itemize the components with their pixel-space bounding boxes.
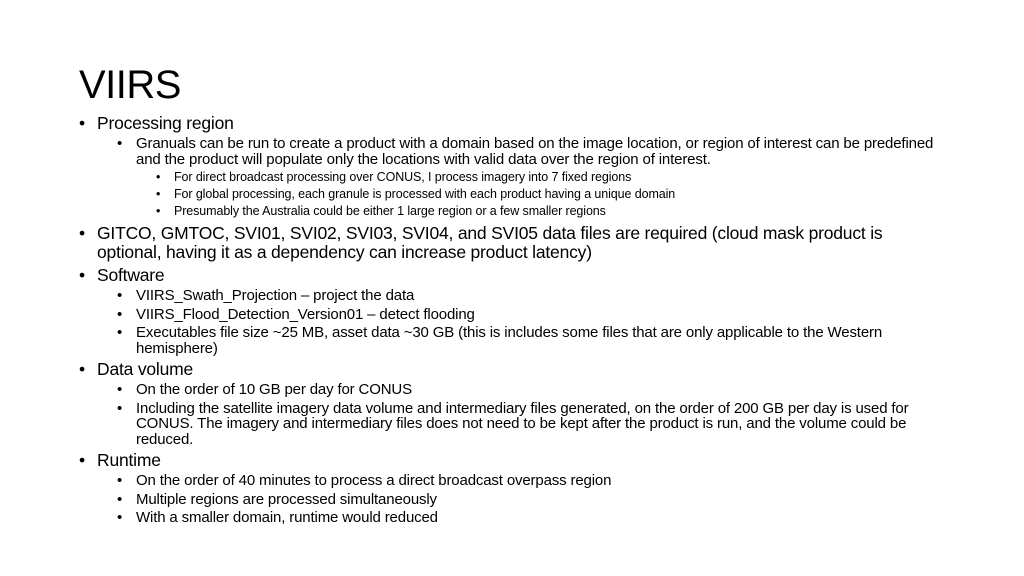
sub-sub-bullet-australia bbox=[79, 204, 949, 218]
bullet-text: Granuals can be run to create a product with a domain based on the image location, or region of interest can be predefined and the product will populate only the locations with valid data over the region of interest. bbox=[136, 135, 934, 168]
sub-sub-bullet-global bbox=[79, 187, 949, 201]
bullet-dot: • bbox=[79, 223, 85, 243]
sub-bullet-multiple-regions bbox=[79, 492, 949, 508]
bullet-dot: • bbox=[117, 472, 123, 489]
bullet-data-files bbox=[79, 224, 949, 262]
bullet-text: Presumably the Australia could be either 1 large region or a few smaller regions bbox=[174, 204, 606, 218]
bullet-text: VIIRS_Flood_Detection_Version01 – detect flooding bbox=[136, 305, 475, 323]
bullet-text: Including the satellite imagery data volume and intermediary files generated, on the order of 200 GB per day is used for CONUS. The imagery and intermediary files does not need to be kept after the product is run, and the volume could be reduced. bbox=[136, 399, 909, 448]
bullet-dot: • bbox=[79, 113, 85, 133]
bullet-text: Processing region bbox=[97, 113, 234, 133]
bullet-text: Multiple regions are processed simultaneously bbox=[136, 490, 437, 508]
sub-bullet-10gb-per-day bbox=[79, 382, 949, 398]
sub-bullet-swath-projection bbox=[79, 288, 949, 304]
bullet-text: On the order of 40 minutes to process a direct broadcast overpass region bbox=[136, 472, 612, 489]
bullet-dot: • bbox=[117, 305, 123, 323]
sub-sub-bullet-conus bbox=[79, 170, 949, 184]
bullet-dot: • bbox=[156, 204, 161, 218]
bullet-dot: • bbox=[156, 170, 161, 184]
bullet-dot: • bbox=[117, 287, 123, 304]
bullet-dot: • bbox=[117, 135, 123, 152]
bullet-text: Executables file size ~25 MB, asset data ~30 GB (this is includes some files that are only applicable to the Western hemisphere) bbox=[136, 324, 883, 357]
bullet-dot: • bbox=[117, 324, 123, 341]
bullet-dot: • bbox=[117, 381, 123, 398]
bullet-processing-region bbox=[79, 114, 949, 133]
bullet-runtime bbox=[79, 451, 949, 470]
bullet-dot: • bbox=[79, 359, 85, 379]
bullet-dot: • bbox=[79, 450, 85, 470]
bullet-text: On the order of 10 GB per day for CONUS bbox=[136, 381, 412, 398]
bullet-dot: • bbox=[117, 509, 123, 526]
bullet-text: Runtime bbox=[97, 450, 161, 470]
bullet-dot: • bbox=[117, 490, 123, 508]
bullet-text: GITCO, GMTOC, SVI01, SVI02, SVI03, SVI04, and SVI05 data files are required (cloud mask product is optional, having it as a dependency can increase product latency) bbox=[97, 223, 883, 262]
bullet-text: Data volume bbox=[97, 359, 194, 379]
bullet-dot: • bbox=[156, 187, 161, 201]
bullet-text: With a smaller domain, runtime would reduced bbox=[136, 509, 438, 526]
bullet-data-volume bbox=[79, 360, 949, 379]
bullet-text: For global processing, each granule is processed with each product having a unique domain bbox=[174, 187, 676, 201]
bullet-software bbox=[79, 266, 949, 285]
sub-bullet-executables-size bbox=[79, 325, 949, 356]
bullet-dot: • bbox=[117, 399, 123, 417]
bullet-text: For direct broadcast processing over CONUS, I process imagery into 7 fixed regions bbox=[174, 170, 632, 184]
slide-title: VIIRS bbox=[79, 63, 181, 107]
sub-bullet-200gb-per-day bbox=[79, 401, 949, 448]
sub-bullet-flood-detection bbox=[79, 307, 949, 323]
bullet-dot: • bbox=[79, 265, 85, 285]
bullet-text: VIIRS_Swath_Projection – project the data bbox=[136, 287, 415, 304]
sub-bullet-smaller-domain bbox=[79, 510, 949, 526]
sub-bullet-granuals bbox=[79, 136, 949, 167]
slide-body bbox=[79, 114, 949, 526]
sub-bullet-40-minutes bbox=[79, 473, 949, 489]
bullet-text: Software bbox=[97, 265, 165, 285]
